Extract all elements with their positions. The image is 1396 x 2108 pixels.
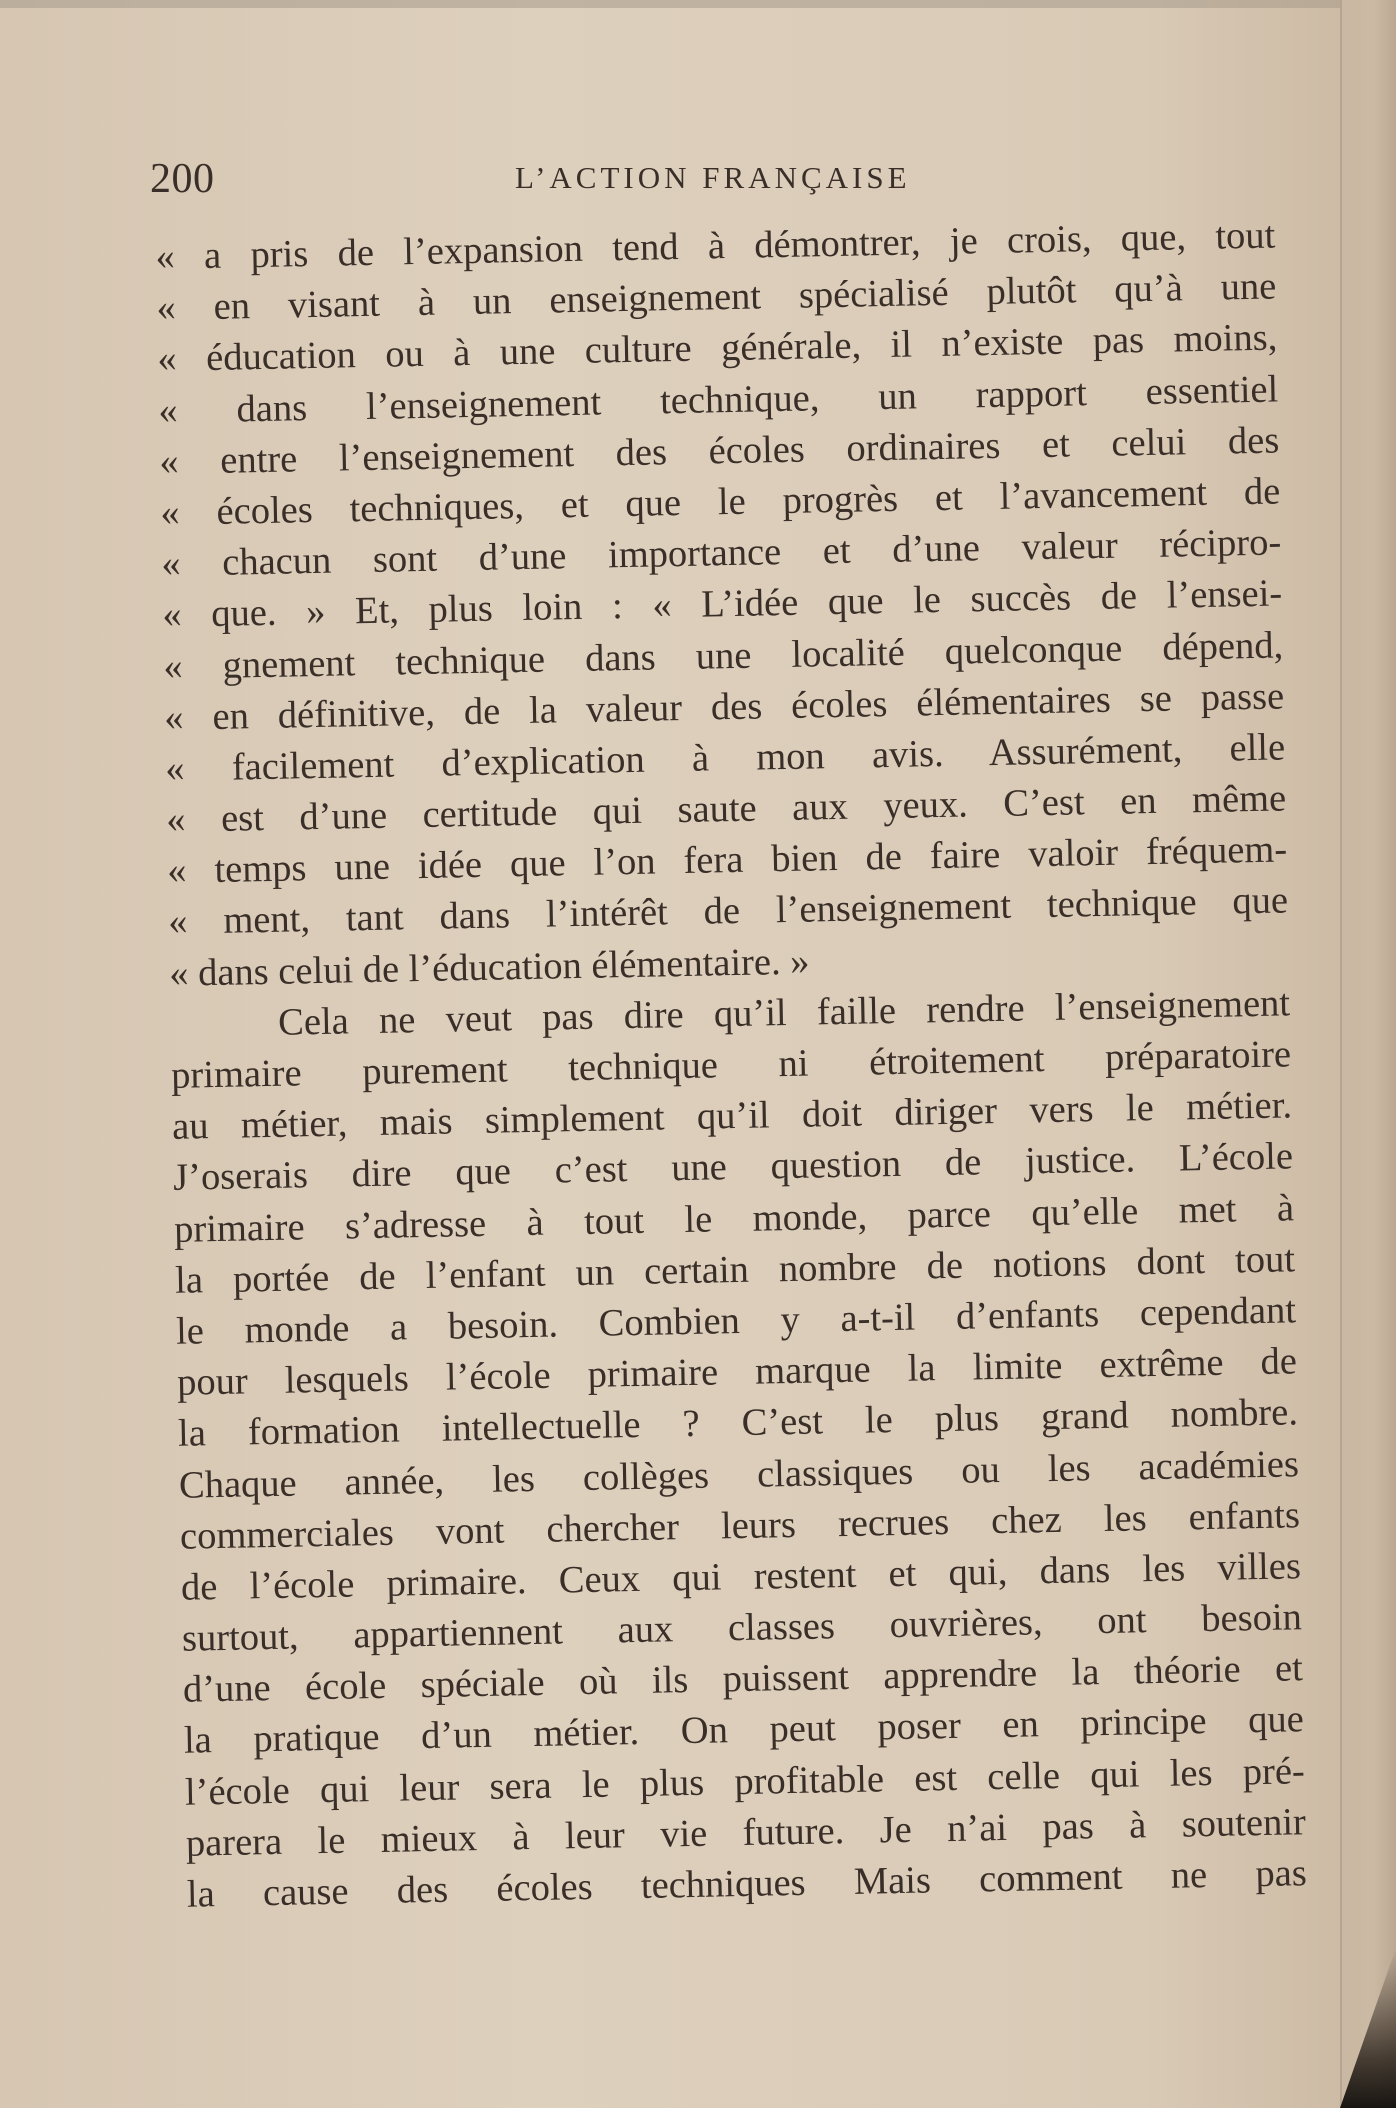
text-line: primaire purement technique ni étroitement préparatoire [170, 1033, 1292, 1097]
text-line: « dans celui de l’éducation élémentaire. » [168, 940, 810, 995]
page-text [155, 210, 1307, 1920]
page-number: 200 [150, 156, 215, 202]
text-line: « a pris de l’expansion tend à démontrer, je crois, que, tout [155, 214, 1276, 278]
text-line: de l’école primaire. Ceux qui restent et qui, dans les villes [180, 1545, 1302, 1609]
book-page-edge [1340, 0, 1396, 2108]
text-line: « que. » Et, plus loin : « L’idée que le succès de l’ensei- [161, 572, 1283, 637]
text-line: la pratique d’un métier. On peut poser en principe que [183, 1698, 1305, 1763]
text-line: au métier, mais simplement qu’il doit diriger vers le métier. [171, 1084, 1293, 1149]
text-line: « en visant à un enseignement spécialisé plutôt qu’à une [156, 265, 1277, 330]
text-line: parera le mieux à leur vie future. Je n’ai pas à soutenir [185, 1801, 1307, 1865]
text-line: Chaque année, les collèges classiques ou les académies [178, 1442, 1300, 1507]
text-line: d’une école spéciale où ils puissent apprendre la théorie et [182, 1647, 1304, 1711]
quotation-block [155, 210, 1290, 999]
text-line: « facilement d’explication à mon avis. Assurément, elle [164, 726, 1286, 790]
text-line: l’école qui leur sera le plus profitable est celle qui les pré- [184, 1749, 1306, 1814]
paragraph [170, 978, 1307, 1921]
text-line: surtout, appartiennent aux classes ouvrières, ont besoin [181, 1596, 1303, 1660]
text-line: la cause des écoles techniques Mais comment ne pas [186, 1852, 1308, 1916]
text-line: « ment, tant dans l’intérêt de l’enseignement technique que [167, 879, 1289, 944]
text-line: pour lesquels l’école primaire marque la limite extrême de [176, 1340, 1298, 1404]
text-line: la portée de l’enfant un certain nombre de notions dont tout [174, 1238, 1296, 1302]
text-line: Cela ne veut pas dire qu’il faille rendre l’enseignement [277, 982, 1291, 1044]
text-line: « chacun sont d’une importance et d’une valeur récipro- [160, 521, 1282, 586]
page-top-border [0, 0, 1340, 8]
text-line: « entre l’enseignement des écoles ordinaires et celui des [159, 419, 1280, 483]
text-line: « gnement technique dans une localité quelconque dépend, [162, 623, 1284, 688]
text-line: « dans l’enseignement technique, un rapport essentiel [158, 368, 1279, 432]
text-line: la formation intellectuelle ? C’est le plus grand nombre. [177, 1391, 1299, 1456]
text-line: primaire s’adresse à tout le monde, parce qu’elle met à [173, 1186, 1295, 1251]
text-line: « écoles techniques, et que le progrès et l’avancement de [159, 470, 1281, 534]
text-line: « est d’une certitude qui saute aux yeux. C’est en même [165, 777, 1287, 841]
text-line: commerciales vont chercher leurs recrues chez les enfants [179, 1493, 1301, 1558]
text-line: « en définitive, de la valeur des écoles élémentaires se passe [163, 675, 1285, 739]
text-line: « éducation ou à une culture générale, il n’existe pas moins, [157, 316, 1278, 381]
text-line: le monde a besoin. Combien y a-t-il d’enfants cependant [175, 1289, 1297, 1353]
running-title: L’ACTION FRANÇAISE [515, 160, 911, 195]
text-line: J’oserais dire que c’est une question de justice. L’école [172, 1135, 1294, 1200]
text-line: « temps une idée que l’on fera bien de faire valoir fréquem- [166, 828, 1288, 893]
